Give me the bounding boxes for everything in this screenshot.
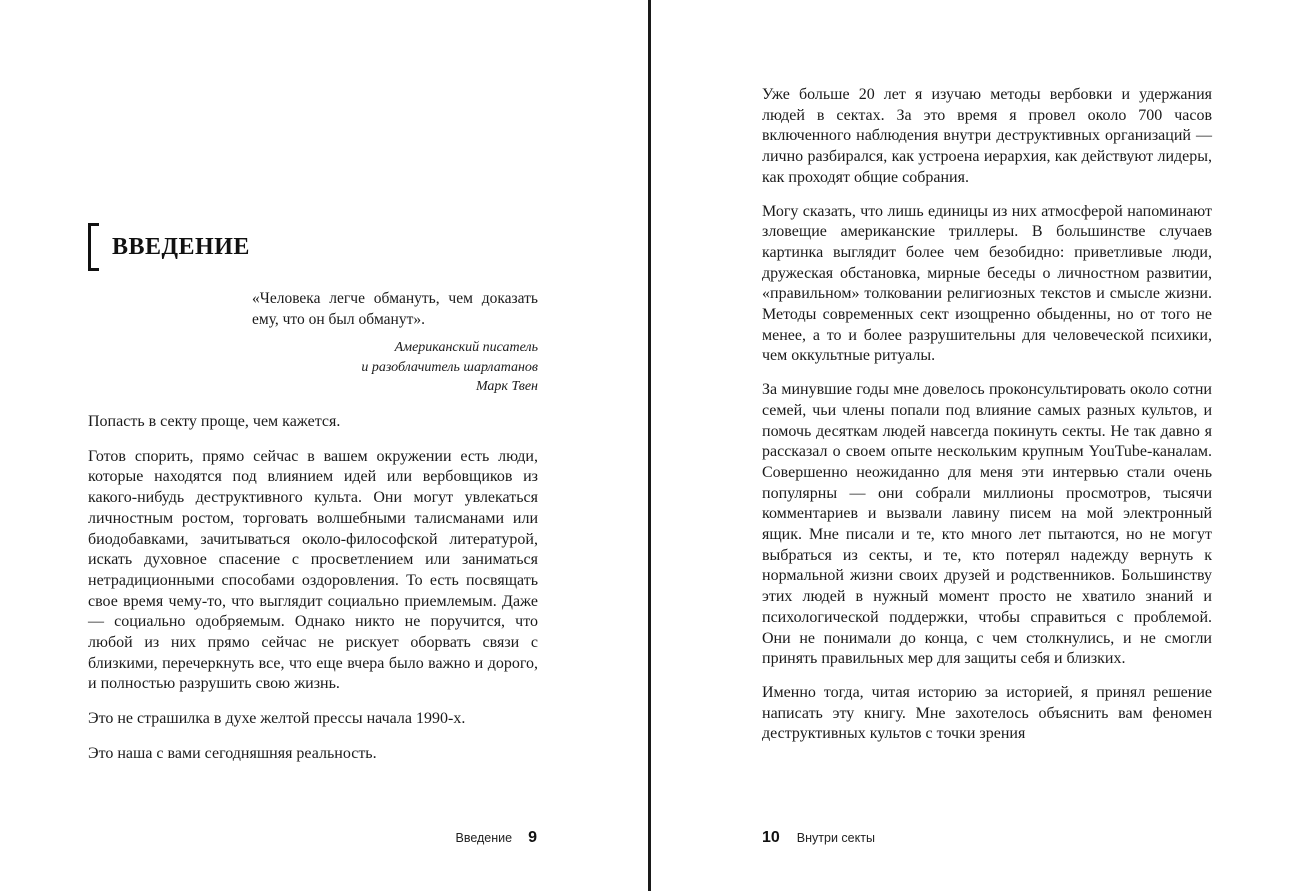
attribution-line: Американский писатель xyxy=(394,340,538,355)
running-head-chapter: Введение xyxy=(455,831,513,845)
chapter-title: ВВЕДЕНИЕ xyxy=(112,234,250,260)
heading-bracket xyxy=(88,223,99,271)
epigraph xyxy=(252,288,538,397)
paragraph: Уже больше 20 лет я изучаю методы вербовки и удержания людей в сектах. За это время я провел около 700 часов включенного наблюдения внутри деструктивных организаций — лично разбирался, как устроена иерархия, как действуют лидеры, как проходят общие собрания. xyxy=(762,86,1212,186)
left-page xyxy=(0,0,648,891)
book-spine-divider xyxy=(648,0,651,891)
epigraph-quote: «Человека легче обмануть, чем доказать ему, что он был обманут». xyxy=(252,290,538,328)
left-footer xyxy=(455,829,537,847)
paragraph: Попасть в секту проще, чем кажется. xyxy=(88,413,341,430)
paragraph: Это наша с вами сегодняшняя реальность. xyxy=(88,744,377,762)
right-body-text xyxy=(762,85,1212,758)
left-body-text xyxy=(88,412,538,779)
paragraph: Могу сказать, что лишь единицы из них атмосферой напоминают зловещие американские триллеры. В большинстве случаев картинка выглядит более чем безобидно: приветливые люди, дружеская обстановка, мирные беседы о личностном развитии, «правильном» толковании религиозных текстов и смысле жизни. Методы современных сект изощренно обыденны, но от того не менее, а то и более разрушительны для человеческой психики, чем оккультные ритуалы. xyxy=(762,202,1212,365)
page-number: 10 xyxy=(762,829,780,846)
right-footer xyxy=(762,829,875,847)
attribution-line: и разоблачитель шарлатанов xyxy=(361,359,538,375)
paragraph: Готов спорить, прямо сейчас в вашем окружении есть люди, которые находятся под влиянием идей или вербовщиков из какого-нибудь деструктивного культа. Они могут увлекаться личностным ростом, торговать волшебными талисманами или биодобавками, зачитываться около-философской литературой, искать духовное спасение с просветлением или заниматься нетрадиционными способами оздоровления. То есть посвящать свое время чему-то, что выглядит социально приемлемым. Даже — социально одобряемым. Однако никто не поручится, что любой из них прямо сейчас не рискует оборвать связи с близкими, перечеркнуть все, что еще вчера было важно и дорого, и полностью разрушить свою жизнь. xyxy=(88,447,538,693)
attribution-author: Марк Твен xyxy=(475,379,538,394)
epigraph-attribution xyxy=(252,338,538,397)
page-number: 9 xyxy=(528,829,537,846)
paragraph: Это не страшилка в духе желтой прессы начала 1990-х. xyxy=(88,710,466,728)
right-page xyxy=(652,0,1298,891)
paragraph: За минувшие годы мне довелось проконсультировать около сотни семей, чьи члены попали под влияние самых разных культов, и помочь десяткам людей навсегда покинуть секты. Не так давно я рассказал о своем опыте нескольким крупным YouTube-каналам. Совершенно неожиданно для меня эти интервью стали очень популярны — они собрали миллионы просмотров, тысячи комментариев и вызвали лавину писем на мой электронный ящик. Мне писали и те, кто много лет пытаются, но не могут выбраться из секты, и те, кто потерял надежду вернуть к нормальной жизни своих друзей и родственников. Большинству этих людей в нужный момент просто не хватило знаний и психологической поддержки, чтобы справиться с проблемой. Они не понимали до конца, с чем столкнулись, и не смогли принять правильных мер для защиты себя и близких. xyxy=(762,381,1212,668)
running-head-book-title: Внутри секты xyxy=(796,831,875,845)
paragraph: Именно тогда, читая историю за историей, я принял решение написать эту книгу. Мне захотелось объяснить вам феномен деструктивных культов с точки зрения xyxy=(762,683,1212,743)
